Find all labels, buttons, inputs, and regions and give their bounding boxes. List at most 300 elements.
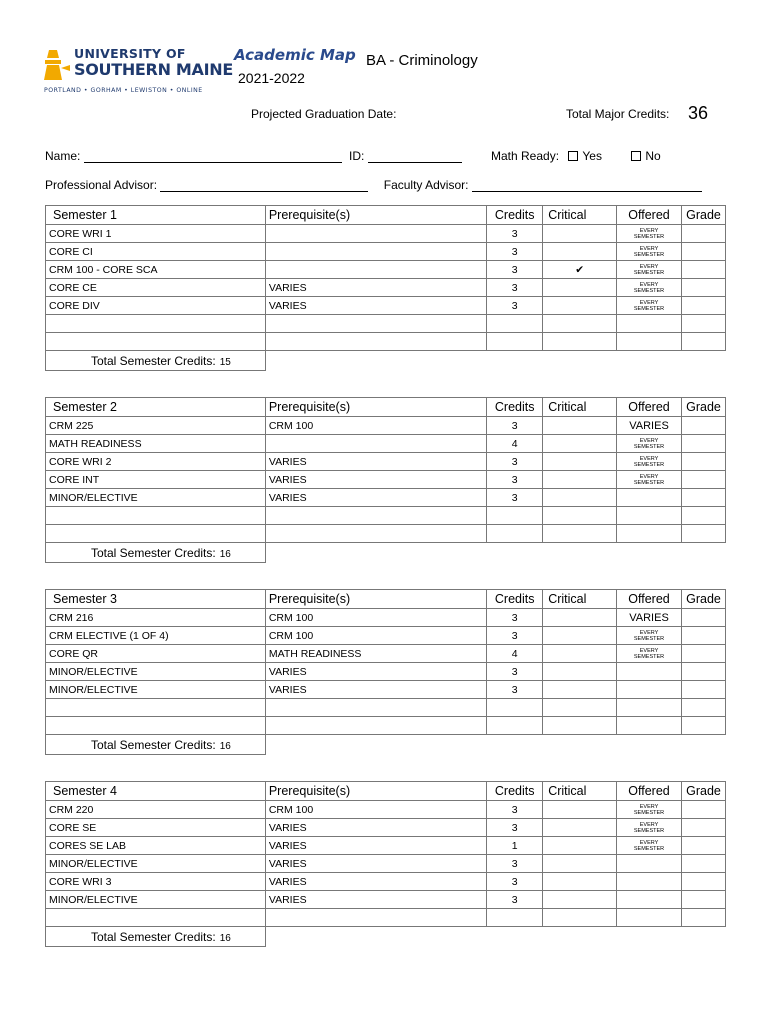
critical-cell[interactable] bbox=[543, 627, 617, 645]
offered-every-text: EVERY bbox=[639, 437, 659, 444]
table-row bbox=[46, 873, 726, 891]
page-title: Academic Map bbox=[234, 46, 356, 64]
table-row bbox=[46, 471, 726, 489]
grade-cell[interactable] bbox=[681, 417, 725, 435]
advisor-row bbox=[45, 178, 702, 192]
prereq-header: Prerequisite(s) bbox=[265, 398, 486, 417]
offered-every-text: EVERY bbox=[639, 227, 659, 234]
offered-cell[interactable] bbox=[617, 627, 682, 645]
offered-every-text: EVERY bbox=[639, 473, 659, 480]
credits-cell[interactable] bbox=[487, 333, 543, 351]
prereq-cell[interactable]: CRM 100 bbox=[265, 609, 486, 627]
offered-semester-text: SEMESTER bbox=[633, 461, 665, 468]
critical-cell[interactable] bbox=[543, 609, 617, 627]
course-cell[interactable]: CRM 220 bbox=[46, 801, 266, 819]
offered-cell[interactable] bbox=[617, 261, 682, 279]
offered-every-text: EVERY bbox=[639, 299, 659, 306]
course-cell[interactable] bbox=[46, 507, 266, 525]
critical-cell[interactable] bbox=[543, 681, 617, 699]
credits-cell[interactable]: 3 bbox=[487, 627, 543, 645]
name-label: Name: bbox=[45, 149, 81, 163]
course-cell[interactable]: CORE CE bbox=[46, 279, 266, 297]
credits-cell[interactable] bbox=[487, 507, 543, 525]
course-cell[interactable]: CORES SE LAB bbox=[46, 837, 266, 855]
prereq-cell[interactable] bbox=[265, 699, 486, 717]
grade-cell[interactable] bbox=[681, 699, 725, 717]
program-name: BA - Criminology bbox=[366, 52, 478, 69]
offered-cell[interactable] bbox=[617, 645, 682, 663]
table-row bbox=[46, 525, 726, 543]
course-cell[interactable]: CRM 216 bbox=[46, 609, 266, 627]
math-ready-no-checkbox[interactable] bbox=[631, 151, 641, 161]
grade-cell[interactable] bbox=[681, 297, 725, 315]
grade-cell[interactable] bbox=[681, 471, 725, 489]
prereq-cell[interactable]: VARIES bbox=[265, 279, 486, 297]
prereq-cell[interactable] bbox=[265, 225, 486, 243]
course-cell[interactable]: CORE INT bbox=[46, 471, 266, 489]
prereq-header: Prerequisite(s) bbox=[265, 206, 486, 225]
total-row bbox=[46, 351, 726, 371]
offered-semester-text: SEMESTER bbox=[633, 443, 665, 450]
critical-cell[interactable] bbox=[543, 699, 617, 717]
id-field[interactable] bbox=[368, 151, 462, 163]
table-row bbox=[46, 681, 726, 699]
credits-cell[interactable] bbox=[487, 909, 543, 927]
grade-cell[interactable] bbox=[681, 909, 725, 927]
prereq-cell[interactable]: VARIES bbox=[265, 489, 486, 507]
prereq-cell[interactable] bbox=[265, 717, 486, 735]
offered-cell[interactable] bbox=[617, 855, 682, 873]
offered-every-text: EVERY bbox=[639, 839, 659, 846]
table-row bbox=[46, 699, 726, 717]
total-row bbox=[46, 543, 726, 563]
credits-cell[interactable] bbox=[487, 525, 543, 543]
critical-cell[interactable] bbox=[543, 525, 617, 543]
course-cell[interactable]: CRM ELECTIVE (1 OF 4) bbox=[46, 627, 266, 645]
offered-header: Offered bbox=[617, 590, 682, 609]
total-major-credits-value: 36 bbox=[688, 103, 709, 123]
grade-cell[interactable] bbox=[681, 243, 725, 261]
critical-cell[interactable] bbox=[543, 717, 617, 735]
total-label: Total Semester Credits: bbox=[91, 545, 216, 560]
critical-cell[interactable]: ✔ bbox=[543, 261, 617, 279]
total-cell bbox=[46, 543, 266, 563]
critical-cell[interactable] bbox=[543, 645, 617, 663]
total-cell bbox=[46, 735, 266, 755]
critical-cell[interactable] bbox=[543, 435, 617, 453]
credits-cell[interactable]: 3 bbox=[487, 855, 543, 873]
grade-cell[interactable] bbox=[681, 489, 725, 507]
math-ready-yes-checkbox[interactable] bbox=[568, 151, 578, 161]
course-cell[interactable]: CORE SE bbox=[46, 819, 266, 837]
prereq-cell[interactable] bbox=[265, 525, 486, 543]
projected-graduation-label: Projected Graduation Date: bbox=[251, 107, 397, 121]
prereq-cell[interactable] bbox=[265, 909, 486, 927]
offered-cell[interactable] bbox=[617, 243, 682, 261]
offered-semester-text: SEMESTER bbox=[633, 653, 665, 660]
semester-1-table bbox=[45, 205, 726, 371]
offered-text: VARIES bbox=[629, 419, 669, 432]
critical-cell[interactable] bbox=[543, 333, 617, 351]
prereq-cell[interactable]: CRM 100 bbox=[265, 417, 486, 435]
course-cell[interactable] bbox=[46, 699, 266, 717]
grade-cell[interactable] bbox=[681, 855, 725, 873]
grade-cell[interactable] bbox=[681, 435, 725, 453]
table-row bbox=[46, 855, 726, 873]
critical-cell[interactable] bbox=[543, 837, 617, 855]
offered-cell[interactable] bbox=[617, 873, 682, 891]
offered-every-text: EVERY bbox=[639, 455, 659, 462]
course-cell[interactable] bbox=[46, 909, 266, 927]
course-cell[interactable] bbox=[46, 525, 266, 543]
course-cell[interactable]: MINOR/ELECTIVE bbox=[46, 855, 266, 873]
course-cell[interactable] bbox=[46, 717, 266, 735]
table-header-row bbox=[46, 206, 726, 225]
table-row bbox=[46, 717, 726, 735]
prereq-cell[interactable]: VARIES bbox=[265, 681, 486, 699]
total-spacer bbox=[265, 351, 725, 371]
credits-cell[interactable] bbox=[487, 315, 543, 333]
credits-cell[interactable]: 3 bbox=[487, 489, 543, 507]
table-row bbox=[46, 243, 726, 261]
offered-semester-text: SEMESTER bbox=[633, 233, 665, 240]
offered-cell[interactable] bbox=[617, 837, 682, 855]
critical-cell[interactable] bbox=[543, 225, 617, 243]
prereq-cell[interactable]: VARIES bbox=[265, 297, 486, 315]
credits-header: Credits bbox=[487, 590, 543, 609]
offered-cell[interactable] bbox=[617, 507, 682, 525]
grade-cell[interactable] bbox=[681, 333, 725, 351]
math-ready-no-label: No bbox=[645, 149, 661, 163]
offered-text: VARIES bbox=[629, 611, 669, 624]
credits-cell[interactable] bbox=[487, 717, 543, 735]
credits-cell[interactable]: 3 bbox=[487, 225, 543, 243]
grade-cell[interactable] bbox=[681, 627, 725, 645]
offered-cell[interactable] bbox=[617, 225, 682, 243]
prereq-cell[interactable]: VARIES bbox=[265, 453, 486, 471]
total-spacer bbox=[265, 543, 725, 563]
total-value: 16 bbox=[219, 740, 231, 752]
credits-cell[interactable]: 1 bbox=[487, 837, 543, 855]
semester-title: Semester 2 bbox=[46, 398, 266, 417]
table-row bbox=[46, 225, 726, 243]
critical-cell[interactable] bbox=[543, 243, 617, 261]
offered-cell[interactable] bbox=[617, 717, 682, 735]
grade-cell[interactable] bbox=[681, 873, 725, 891]
total-spacer bbox=[265, 735, 725, 755]
offered-semester-text: SEMESTER bbox=[633, 479, 665, 486]
math-ready-row bbox=[491, 149, 661, 163]
course-cell[interactable]: CORE CI bbox=[46, 243, 266, 261]
offered-cell[interactable] bbox=[617, 315, 682, 333]
offered-cell[interactable] bbox=[617, 891, 682, 909]
grade-cell[interactable] bbox=[681, 717, 725, 735]
critical-header: Critical bbox=[543, 590, 617, 609]
offered-cell[interactable] bbox=[617, 453, 682, 471]
grade-cell[interactable] bbox=[681, 663, 725, 681]
credits-cell[interactable]: 3 bbox=[487, 681, 543, 699]
math-ready-label: Math Ready: bbox=[491, 149, 560, 163]
grade-header: Grade bbox=[681, 398, 725, 417]
critical-cell[interactable] bbox=[543, 801, 617, 819]
critical-cell[interactable] bbox=[543, 507, 617, 525]
grade-cell[interactable] bbox=[681, 225, 725, 243]
table-row bbox=[46, 837, 726, 855]
prereq-header: Prerequisite(s) bbox=[265, 590, 486, 609]
credits-cell[interactable]: 4 bbox=[487, 435, 543, 453]
table-row bbox=[46, 909, 726, 927]
semester-2-table bbox=[45, 397, 726, 563]
course-cell[interactable]: CORE WRI 2 bbox=[46, 453, 266, 471]
credits-header: Credits bbox=[487, 782, 543, 801]
total-major-credits-label: Total Major Credits: bbox=[566, 107, 670, 121]
offered-cell[interactable] bbox=[617, 609, 682, 627]
total-label: Total Semester Credits: bbox=[91, 929, 216, 944]
offered-semester-text: SEMESTER bbox=[633, 635, 665, 642]
table-row bbox=[46, 819, 726, 837]
prereq-cell[interactable] bbox=[265, 261, 486, 279]
offered-cell[interactable] bbox=[617, 297, 682, 315]
prereq-header: Prerequisite(s) bbox=[265, 782, 486, 801]
table-row bbox=[46, 645, 726, 663]
grade-cell[interactable] bbox=[681, 645, 725, 663]
professional-advisor-field[interactable] bbox=[160, 180, 368, 192]
course-cell[interactable]: CRM 225 bbox=[46, 417, 266, 435]
offered-header: Offered bbox=[617, 782, 682, 801]
offered-cell[interactable] bbox=[617, 681, 682, 699]
credits-cell[interactable]: 3 bbox=[487, 873, 543, 891]
grade-cell[interactable] bbox=[681, 279, 725, 297]
table-row bbox=[46, 417, 726, 435]
table-row bbox=[46, 279, 726, 297]
semester-title: Semester 1 bbox=[46, 206, 266, 225]
credits-cell[interactable]: 3 bbox=[487, 453, 543, 471]
prereq-cell[interactable] bbox=[265, 243, 486, 261]
credits-cell[interactable]: 3 bbox=[487, 471, 543, 489]
offered-cell[interactable] bbox=[617, 435, 682, 453]
total-cell bbox=[46, 351, 266, 371]
table-row bbox=[46, 489, 726, 507]
credits-cell[interactable]: 3 bbox=[487, 297, 543, 315]
logo-campuses-text: PORTLAND • GORHAM • LEWISTON • ONLINE bbox=[44, 87, 203, 94]
critical-header: Critical bbox=[543, 398, 617, 417]
offered-semester-text: SEMESTER bbox=[633, 809, 665, 816]
table-header-row bbox=[46, 590, 726, 609]
credits-cell[interactable]: 3 bbox=[487, 819, 543, 837]
offered-semester-text: SEMESTER bbox=[633, 305, 665, 312]
credits-cell[interactable]: 3 bbox=[487, 609, 543, 627]
grade-cell[interactable] bbox=[681, 507, 725, 525]
prereq-cell[interactable]: VARIES bbox=[265, 819, 486, 837]
offered-semester-text: SEMESTER bbox=[633, 287, 665, 294]
offered-cell[interactable] bbox=[617, 489, 682, 507]
critical-cell[interactable] bbox=[543, 297, 617, 315]
course-cell[interactable]: CRM 100 - CORE SCA bbox=[46, 261, 266, 279]
table-row bbox=[46, 507, 726, 525]
offered-header: Offered bbox=[617, 206, 682, 225]
total-row bbox=[46, 927, 726, 947]
credits-cell[interactable]: 3 bbox=[487, 891, 543, 909]
critical-cell[interactable] bbox=[543, 663, 617, 681]
prereq-cell[interactable]: VARIES bbox=[265, 873, 486, 891]
lighthouse-logo-icon bbox=[44, 48, 70, 82]
academic-year: 2021-2022 bbox=[238, 70, 305, 86]
offered-cell[interactable] bbox=[617, 333, 682, 351]
semester-title: Semester 3 bbox=[46, 590, 266, 609]
credits-cell[interactable] bbox=[487, 699, 543, 717]
total-spacer bbox=[265, 927, 725, 947]
name-field[interactable] bbox=[84, 151, 342, 163]
grade-cell[interactable] bbox=[681, 261, 725, 279]
semester-4-table bbox=[45, 781, 726, 947]
total-value: 16 bbox=[219, 548, 231, 560]
offered-cell[interactable] bbox=[617, 801, 682, 819]
offered-every-text: EVERY bbox=[639, 245, 659, 252]
offered-cell[interactable] bbox=[617, 471, 682, 489]
credits-cell[interactable]: 3 bbox=[487, 417, 543, 435]
total-cell bbox=[46, 927, 266, 947]
grade-cell[interactable] bbox=[681, 453, 725, 471]
offered-header: Offered bbox=[617, 398, 682, 417]
offered-every-text: EVERY bbox=[639, 263, 659, 270]
course-cell[interactable]: MATH READINESS bbox=[46, 435, 266, 453]
table-row bbox=[46, 297, 726, 315]
course-cell[interactable] bbox=[46, 315, 266, 333]
credits-header: Credits bbox=[487, 206, 543, 225]
table-row bbox=[46, 627, 726, 645]
prereq-cell[interactable]: VARIES bbox=[265, 663, 486, 681]
offered-every-text: EVERY bbox=[639, 629, 659, 636]
course-cell[interactable]: CORE QR bbox=[46, 645, 266, 663]
prereq-cell[interactable] bbox=[265, 315, 486, 333]
prereq-cell[interactable] bbox=[265, 507, 486, 525]
critical-cell[interactable] bbox=[543, 891, 617, 909]
critical-cell[interactable] bbox=[543, 873, 617, 891]
critical-cell[interactable] bbox=[543, 489, 617, 507]
offered-semester-text: SEMESTER bbox=[633, 251, 665, 258]
grade-cell[interactable] bbox=[681, 837, 725, 855]
offered-every-text: EVERY bbox=[639, 281, 659, 288]
credits-cell[interactable]: 3 bbox=[487, 243, 543, 261]
offered-every-text: EVERY bbox=[639, 647, 659, 654]
offered-cell[interactable] bbox=[617, 663, 682, 681]
prereq-cell[interactable]: MATH READINESS bbox=[265, 645, 486, 663]
critical-cell[interactable] bbox=[543, 453, 617, 471]
prereq-cell[interactable]: VARIES bbox=[265, 471, 486, 489]
offered-semester-text: SEMESTER bbox=[633, 269, 665, 276]
logo-name-text: SOUTHERN MAINE bbox=[74, 60, 234, 79]
grade-cell[interactable] bbox=[681, 801, 725, 819]
course-cell[interactable]: MINOR/ELECTIVE bbox=[46, 489, 266, 507]
credits-header: Credits bbox=[487, 398, 543, 417]
credits-cell[interactable]: 4 bbox=[487, 645, 543, 663]
table-row bbox=[46, 261, 726, 279]
table-row bbox=[46, 453, 726, 471]
semester-3-table bbox=[45, 589, 726, 755]
logo-university-text: UNIVERSITY OF bbox=[74, 46, 186, 61]
math-ready-yes-label: Yes bbox=[582, 149, 602, 163]
offered-cell[interactable] bbox=[617, 909, 682, 927]
credits-cell[interactable]: 3 bbox=[487, 261, 543, 279]
total-label: Total Semester Credits: bbox=[91, 737, 216, 752]
table-row bbox=[46, 801, 726, 819]
prereq-cell[interactable]: VARIES bbox=[265, 855, 486, 873]
offered-every-text: EVERY bbox=[639, 803, 659, 810]
critical-header: Critical bbox=[543, 206, 617, 225]
course-cell[interactable]: MINOR/ELECTIVE bbox=[46, 663, 266, 681]
offered-every-text: EVERY bbox=[639, 821, 659, 828]
critical-cell[interactable] bbox=[543, 855, 617, 873]
grade-cell[interactable] bbox=[681, 891, 725, 909]
grade-header: Grade bbox=[681, 590, 725, 609]
offered-semester-text: SEMESTER bbox=[633, 827, 665, 834]
credits-cell[interactable]: 3 bbox=[487, 663, 543, 681]
total-value: 15 bbox=[219, 356, 231, 368]
grade-header: Grade bbox=[681, 206, 725, 225]
id-label: ID: bbox=[349, 149, 365, 163]
grade-header: Grade bbox=[681, 782, 725, 801]
table-row bbox=[46, 315, 726, 333]
course-cell[interactable]: MINOR/ELECTIVE bbox=[46, 891, 266, 909]
critical-cell[interactable] bbox=[543, 315, 617, 333]
grade-cell[interactable] bbox=[681, 315, 725, 333]
offered-cell[interactable] bbox=[617, 819, 682, 837]
faculty-advisor-label: Faculty Advisor: bbox=[383, 178, 469, 192]
grade-cell[interactable] bbox=[681, 819, 725, 837]
total-value: 16 bbox=[219, 932, 231, 944]
credits-cell[interactable]: 3 bbox=[487, 801, 543, 819]
table-header-row bbox=[46, 782, 726, 801]
semester-title: Semester 4 bbox=[46, 782, 266, 801]
table-row bbox=[46, 333, 726, 351]
prereq-cell[interactable]: VARIES bbox=[265, 837, 486, 855]
table-row bbox=[46, 891, 726, 909]
course-cell[interactable]: MINOR/ELECTIVE bbox=[46, 681, 266, 699]
table-row bbox=[46, 663, 726, 681]
prereq-cell[interactable]: CRM 100 bbox=[265, 627, 486, 645]
critical-cell[interactable] bbox=[543, 279, 617, 297]
offered-cell[interactable] bbox=[617, 279, 682, 297]
prereq-cell[interactable]: CRM 100 bbox=[265, 801, 486, 819]
grade-cell[interactable] bbox=[681, 525, 725, 543]
total-label: Total Semester Credits: bbox=[91, 353, 216, 368]
offered-cell[interactable] bbox=[617, 525, 682, 543]
name-row bbox=[45, 149, 462, 163]
offered-cell[interactable] bbox=[617, 699, 682, 717]
professional-advisor-label: Professional Advisor: bbox=[45, 178, 158, 192]
critical-cell[interactable] bbox=[543, 909, 617, 927]
critical-cell[interactable] bbox=[543, 417, 617, 435]
course-cell[interactable]: CORE WRI 1 bbox=[46, 225, 266, 243]
course-cell[interactable]: CORE WRI 3 bbox=[46, 873, 266, 891]
prereq-cell[interactable] bbox=[265, 333, 486, 351]
prereq-cell[interactable] bbox=[265, 435, 486, 453]
critical-cell[interactable] bbox=[543, 819, 617, 837]
prereq-cell[interactable]: VARIES bbox=[265, 891, 486, 909]
critical-header: Critical bbox=[543, 782, 617, 801]
critical-cell[interactable] bbox=[543, 471, 617, 489]
offered-cell[interactable] bbox=[617, 417, 682, 435]
total-row bbox=[46, 735, 726, 755]
table-header-row bbox=[46, 398, 726, 417]
course-cell[interactable]: CORE DIV bbox=[46, 297, 266, 315]
credits-cell[interactable]: 3 bbox=[487, 279, 543, 297]
course-cell[interactable] bbox=[46, 333, 266, 351]
grade-cell[interactable] bbox=[681, 609, 725, 627]
offered-semester-text: SEMESTER bbox=[633, 845, 665, 852]
faculty-advisor-field[interactable] bbox=[472, 180, 702, 192]
grade-cell[interactable] bbox=[681, 681, 725, 699]
